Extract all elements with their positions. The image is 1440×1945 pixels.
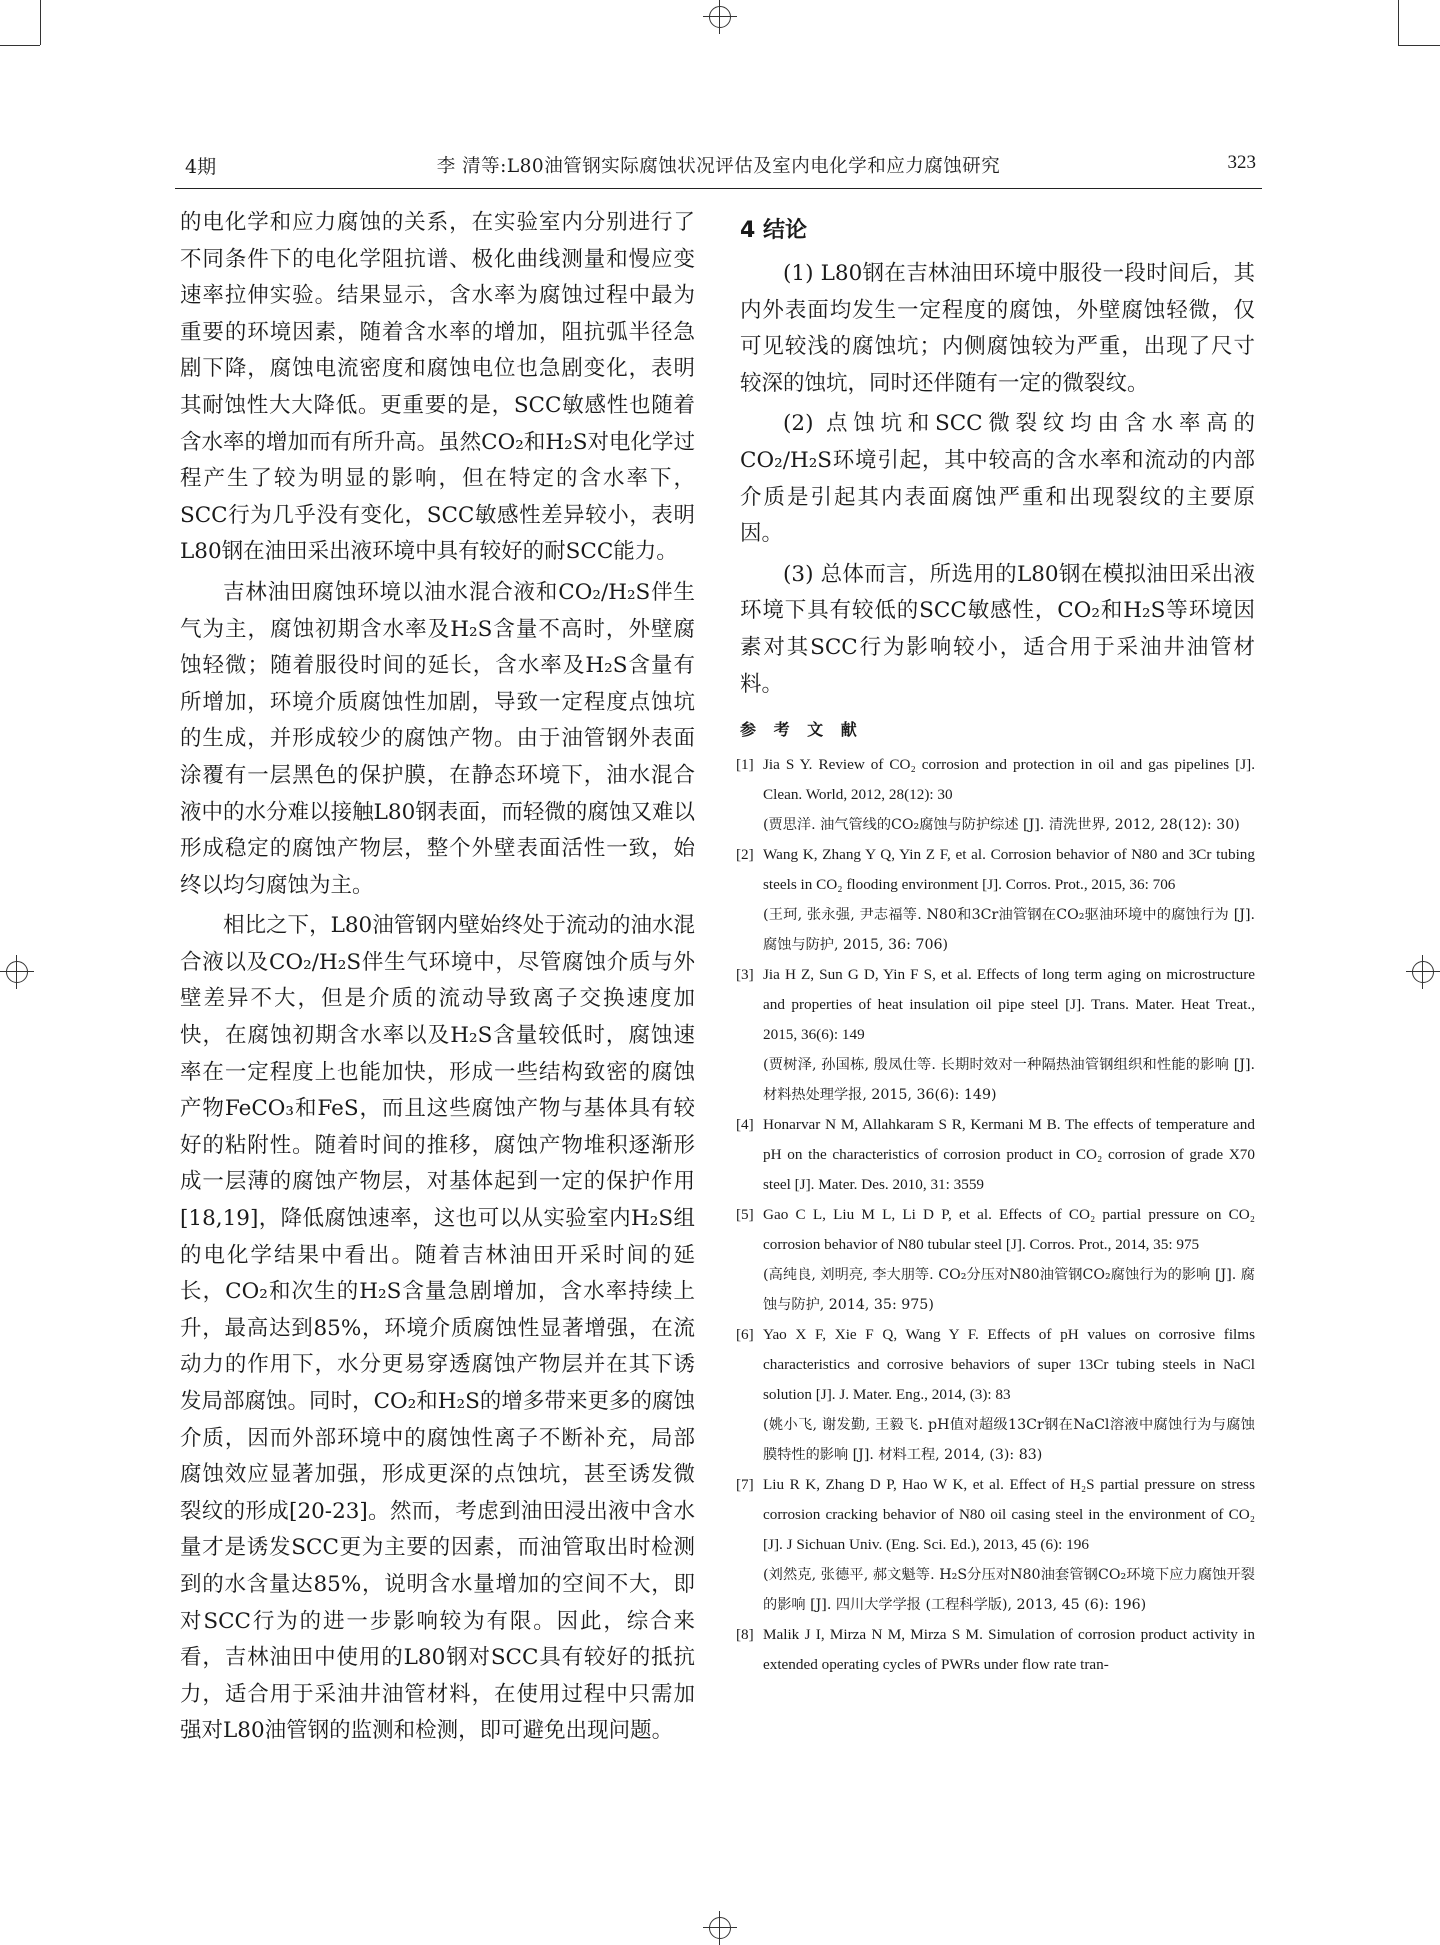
reference-english: Wang K, Zhang Y Q, Yin Z F, et al. Corrosion behavior of N80 and 3Cr tubing steels in CO₂ flooding environment [J]. Corros. Prot., 2015, 36: 706	[763, 846, 1255, 894]
reference-chinese: (高纯良, 刘明亮, 李大朋等. CO₂分压对N80油管钢CO₂腐蚀行为的影响 [J]. 腐蚀与防护, 2014, 35: 975)	[763, 1267, 1255, 1314]
registration-mark-icon	[703, 1911, 737, 1945]
references-heading: 参 考 文 献	[740, 720, 863, 740]
crop-mark	[1398, 45, 1440, 46]
reference-number: [3]	[736, 966, 754, 984]
reference-item	[736, 1200, 1255, 1320]
body-paragraph: 相比之下，L80油管钢内壁始终处于流动的油水混合液以及CO₂/H₂S伴生气环境中，尽管腐蚀介质与外壁差异不大，但是介质的流动导致离子交换速度加快，在腐蚀初期含水率以及H₂S含量较低时，腐蚀速率在一定程度上也能加快，形成一些结构致密的腐蚀产物FeCO₃和FeS，而且这些腐蚀产物与基体具有较好的粘附性。随着时间的推移，腐蚀产物堆积逐渐形成一层薄的腐蚀产物层，对基体起到一定的保护作用[18,19]，降低腐蚀速率，这也可以从实验室内H₂S组的电化学结果中看出。随着吉林油田开采时间的延长，CO₂和次生的H₂S含量急剧增加，含水率持续上升，最高达到85%，环境介质腐蚀性显著增强，在流动力的作用下，水分更易穿透腐蚀产物层并在其下诱发局部腐蚀。同时，CO₂和H₂S的增多带来更多的腐蚀介质，因而外部环境中的腐蚀性离子不断补充，局部腐蚀效应显著加强，形成更深的点蚀坑，甚至诱发微裂纹的形成[20-23]。然而，考虑到油田浸出液中含水量才是诱发SCC更为主要的因素，而油管取出时检测到的水含量达85%，说明含水量增加的空间不大，即对SCC行为的进一步影响较为有限。因此，综合来看，吉林油田中使用的L80钢对SCC具有较好的抵抗力，适合用于采油井油管材料，在使用过程中只需加强对L80油管钢的监测和检测，即可避免出现问题。	[180, 913, 695, 1744]
reference-english: Honarvar N M, Allahkaram S R, Kermani M B. The effects of temperature and pH on the characteristics of corrosion product in CO₂ corrosion of grade X70 steel [J]. Mater. Des. 2010, 31: 3559	[763, 1116, 1255, 1194]
reference-english: Gao C L, Liu M L, Li D P, et al. Effects of CO₂ partial pressure on CO₂ corrosion behavior of N80 tubular steel [J]. Corros. Prot., 2014, 35: 975	[763, 1206, 1255, 1254]
reference-number: [7]	[736, 1476, 754, 1494]
reference-item	[736, 1110, 1255, 1200]
reference-item	[736, 960, 1255, 1110]
reference-english: Jia S Y. Review of CO₂ corrosion and protection in oil and gas pipelines [J]. Clean. World, 2012, 28(12): 30	[763, 756, 1255, 804]
section-heading: 4 结论	[740, 218, 807, 243]
right-column	[736, 205, 1255, 1680]
registration-mark-icon	[703, 0, 737, 34]
reference-english: Liu R K, Zhang D P, Hao W K, et al. Effect of H₂S partial pressure on stress corrosion cracking behavior of N80 oil casing steel in the environment of CO₂ [J]. J Sichuan Univ. (Eng. Sci. Ed.), 2013, 45 (6): 196	[763, 1476, 1255, 1554]
page-number: 323	[1227, 152, 1256, 173]
reference-item	[736, 1320, 1255, 1470]
body-paragraph: 的电化学和应力腐蚀的关系，在实验室内分别进行了不同条件下的电化学阻抗谱、极化曲线测量和慢应变速率拉伸实验。结果显示，含水率为腐蚀过程中最为重要的环境因素，随着含水率的增加，阻抗弧半径急剧下降，腐蚀电流密度和腐蚀电位也急剧变化，表明其耐蚀性大大降低。更重要的是，SCC敏感性也随着含水率的增加而有所升高。虽然CO₂和H₂S对电化学过程产生了较为明显的影响，但在特定的含水率下，SCC行为几乎没有变化，SCC敏感性差异较小，表明L80钢在油田采出液环境中具有较好的耐SCC能力。	[180, 210, 695, 565]
reference-english: Yao X F, Xie F Q, Wang Y F. Effects of pH values on corrosive films characteristics and corrosive behaviors of super 13Cr tubing steels in NaCl solution [J]. J. Mater. Eng., 2014, (3): 83	[763, 1326, 1255, 1404]
reference-chinese: (刘然克, 张德平, 郝文魁等. H₂S分压对N80油套管钢CO₂环境下应力腐蚀开裂的影响 [J]. 四川大学学报 (工程科学版), 2013, 45 (6): 196)	[763, 1567, 1255, 1614]
reference-chinese: (王珂, 张永强, 尹志福等. N80和3Cr油管钢在CO₂驱油环境中的腐蚀行为 [J]. 腐蚀与防护, 2015, 36: 706)	[763, 907, 1255, 954]
crop-mark	[0, 45, 40, 46]
reference-item	[736, 1620, 1255, 1680]
reference-number: [2]	[736, 846, 754, 864]
body-paragraph: 吉林油田腐蚀环境以油水混合液和CO₂/H₂S伴生气为主，腐蚀初期含水率及H₂S含量不高时，外壁腐蚀轻微；随着服役时间的延长，含水率及H₂S含量有所增加，环境介质腐蚀性加剧，导致一定程度点蚀坑的生成，并形成较少的腐蚀产物。由于油管钢外表面涂覆有一层黑色的保护膜，在静态环境下，油水混合液中的水分难以接触L80钢表面，而轻微的腐蚀又难以形成稳定的腐蚀产物层，整个外壁表面活性一致，始终以均匀腐蚀为主。	[180, 579, 695, 898]
registration-mark-icon	[1406, 955, 1440, 989]
reference-chinese: (贾树泽, 孙国栋, 殷凤仕等. 长期时效对一种隔热油管钢组织和性能的影响 [J]. 材料热处理学报, 2015, 36(6): 149)	[763, 1057, 1255, 1104]
reference-number: [6]	[736, 1326, 754, 1344]
conclusion-paragraph: (2) 点蚀坑和SCC微裂纹均由含水率高的CO₂/H₂S环境引起，其中较高的含水率和流动的内部介质是引起其内表面腐蚀严重和出现裂纹的主要原因。	[740, 411, 1255, 547]
reference-item	[736, 750, 1255, 840]
reference-item	[736, 840, 1255, 960]
issue-number: 4期	[185, 156, 217, 178]
conclusion-paragraph: (3) 总体而言，所选用的L80钢在模拟油田采出液环境下具有较低的SCC敏感性，CO₂和H₂S等环境因素对其SCC行为影响较小，适合用于采油井油管材料。	[740, 561, 1255, 697]
running-header	[175, 148, 1262, 189]
reference-number: [5]	[736, 1206, 754, 1224]
reference-english: Jia H Z, Sun G D, Yin F S, et al. Effects of long term aging on microstructure and properties of heat insulation oil pipe steel [J]. Trans. Mater. Heat Treat., 2015, 36(6): 149	[763, 966, 1255, 1044]
conclusion-paragraph: (1) L80钢在吉林油田环境中服役一段时间后，其内外表面均发生一定程度的腐蚀，外壁腐蚀轻微，仅可见较浅的腐蚀坑；内侧腐蚀较为严重，出现了尺寸较深的蚀坑，同时还伴随有一定的微裂纹。	[740, 261, 1255, 396]
reference-chinese: (贾思洋. 油气管线的CO₂腐蚀与防护综述 [J]. 清洗世界, 2012, 28(12): 30)	[763, 817, 1240, 834]
reference-item	[736, 1470, 1255, 1620]
reference-chinese: (姚小飞, 谢发勤, 王毅飞. pH值对超级13Cr钢在NaCl溶液中腐蚀行为与腐蚀膜特性的影响 [J]. 材料工程, 2014, (3): 83)	[763, 1417, 1255, 1464]
reference-number: [8]	[736, 1626, 754, 1644]
left-column	[180, 205, 695, 1754]
crop-mark	[40, 0, 41, 45]
crop-mark	[1398, 0, 1399, 45]
registration-mark-icon	[0, 955, 34, 989]
reference-number: [4]	[736, 1116, 754, 1134]
running-title: 李 清等:L80油管钢实际腐蚀状况评估及室内电化学和应力腐蚀研究	[436, 156, 1001, 177]
reference-number: [1]	[736, 756, 754, 774]
reference-english: Malik J I, Mirza N M, Mirza S M. Simulation of corrosion product activity in extended operating cycles of PWRs under flow rate tran-	[763, 1626, 1255, 1674]
